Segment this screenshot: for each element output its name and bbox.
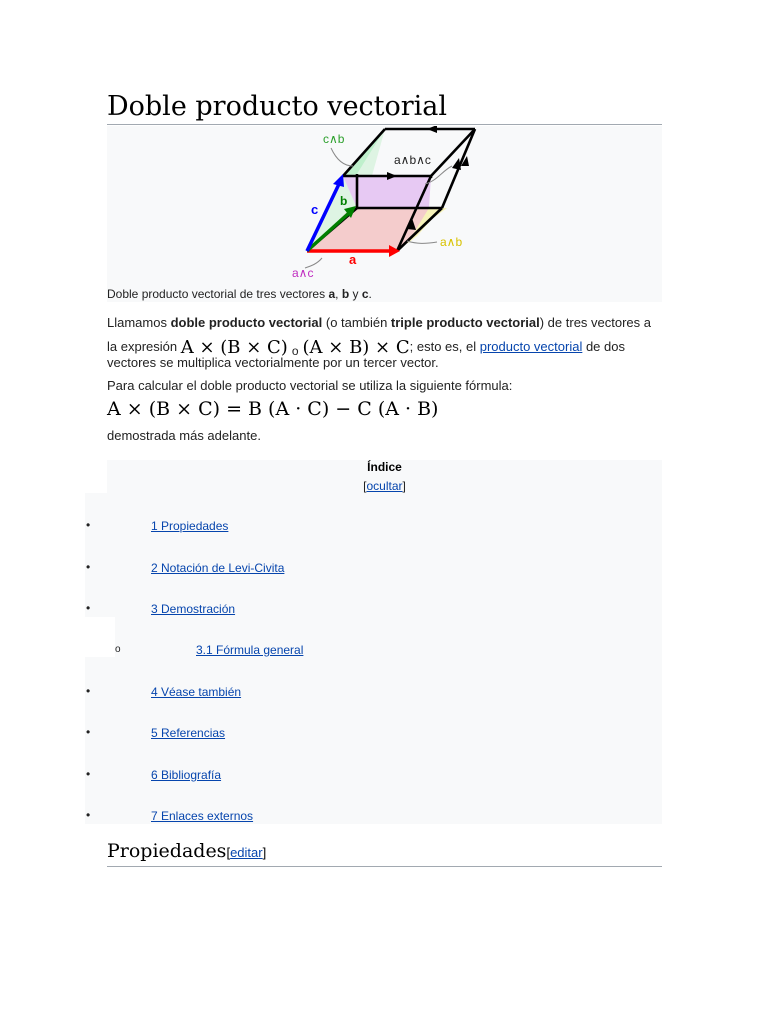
toc-title: Índice: [367, 460, 402, 474]
caption-text: Doble producto vectorial de tres vectores: [107, 287, 329, 301]
expression-1: A × (B × C): [180, 337, 288, 358]
bullet-icon: •: [86, 601, 91, 615]
bracket: ]: [402, 479, 406, 493]
bullet-icon: •: [86, 518, 91, 532]
intro-text: de dos: [582, 339, 625, 354]
bullet-icon: •: [86, 808, 91, 822]
label-cb: c∧b: [323, 132, 345, 146]
label-c: c: [311, 202, 319, 217]
expression-2: (A × B) × C: [302, 337, 410, 358]
caption-sep: y: [349, 287, 362, 301]
main-formula: A × (B × C) = B (A · C) − C (A · B): [107, 398, 439, 420]
caption-sep: ,: [335, 287, 342, 301]
section-heading: [107, 840, 662, 867]
page-title: Doble producto vectorial: [107, 90, 662, 125]
toc-item-demostracion[interactable]: 3 Demostración: [151, 602, 236, 616]
section-title: Propiedades: [107, 840, 227, 862]
figure-caption: [107, 287, 662, 302]
parallelepiped-diagram: [107, 126, 662, 302]
intro-text: ; esto es, el: [409, 339, 480, 354]
caption-b: b: [341, 287, 350, 301]
bullet-icon: •: [86, 560, 91, 574]
bracket: [: [226, 845, 231, 860]
formula-intro: Para calcular el doble producto vectorial se utiliza la siguiente fórmula:: [107, 378, 513, 393]
toc-hide-link[interactable]: ocultar: [366, 479, 403, 493]
toc-notch: [85, 617, 115, 657]
label-a: a: [349, 252, 357, 267]
producto-vectorial-link[interactable]: producto vectorial: [479, 339, 583, 354]
toc-toggle: [107, 479, 662, 493]
figure: [107, 126, 662, 302]
intro-text: ) de tres vectores a: [539, 315, 652, 330]
label-ac: a∧c: [292, 266, 314, 280]
caption-a: a: [328, 287, 336, 301]
intro-text: Llamamos: [107, 315, 171, 330]
toc-item-bibliografia[interactable]: 6 Bibliografía: [151, 768, 222, 782]
toc-item-referencias[interactable]: 5 Referencias: [151, 726, 226, 740]
edit-section-link[interactable]: editar: [230, 845, 263, 860]
caption-end: .: [368, 287, 372, 301]
intro-bold: triple producto vectorial: [390, 315, 540, 330]
intro-text: (o también: [322, 315, 391, 330]
or-text: o: [291, 344, 299, 358]
label-b: b: [340, 194, 348, 208]
intro-bold: doble producto vectorial: [170, 315, 323, 330]
bullet-icon: •: [86, 725, 91, 739]
toc-item-propiedades[interactable]: 1 Propiedades: [151, 519, 229, 533]
toc-item-vease-tambien[interactable]: 4 Véase también: [151, 685, 242, 699]
label-ab: a∧b: [440, 235, 463, 249]
bracket: [: [363, 479, 367, 493]
bullet-icon: •: [86, 684, 91, 698]
toc-item-enlaces-externos[interactable]: 7 Enlaces externos: [151, 809, 254, 823]
toc-item-levi-civita[interactable]: 2 Notación de Levi-Civita: [151, 561, 285, 575]
caption-c: c: [361, 287, 369, 301]
toc-item-formula-general[interactable]: 3.1 Fórmula general: [196, 643, 304, 657]
intro-line-1: [107, 315, 667, 330]
intro-text: la expresión: [107, 339, 181, 354]
intro-line-3: vectores se multiplica vectorialmente por un tercer vector.: [107, 355, 439, 370]
bullet-icon: •: [86, 767, 91, 781]
after-formula: demostrada más adelante.: [107, 428, 261, 443]
bracket: ]: [262, 845, 267, 860]
label-abc: a∧b∧c: [394, 153, 431, 167]
circle-bullet-icon: o: [115, 644, 121, 655]
